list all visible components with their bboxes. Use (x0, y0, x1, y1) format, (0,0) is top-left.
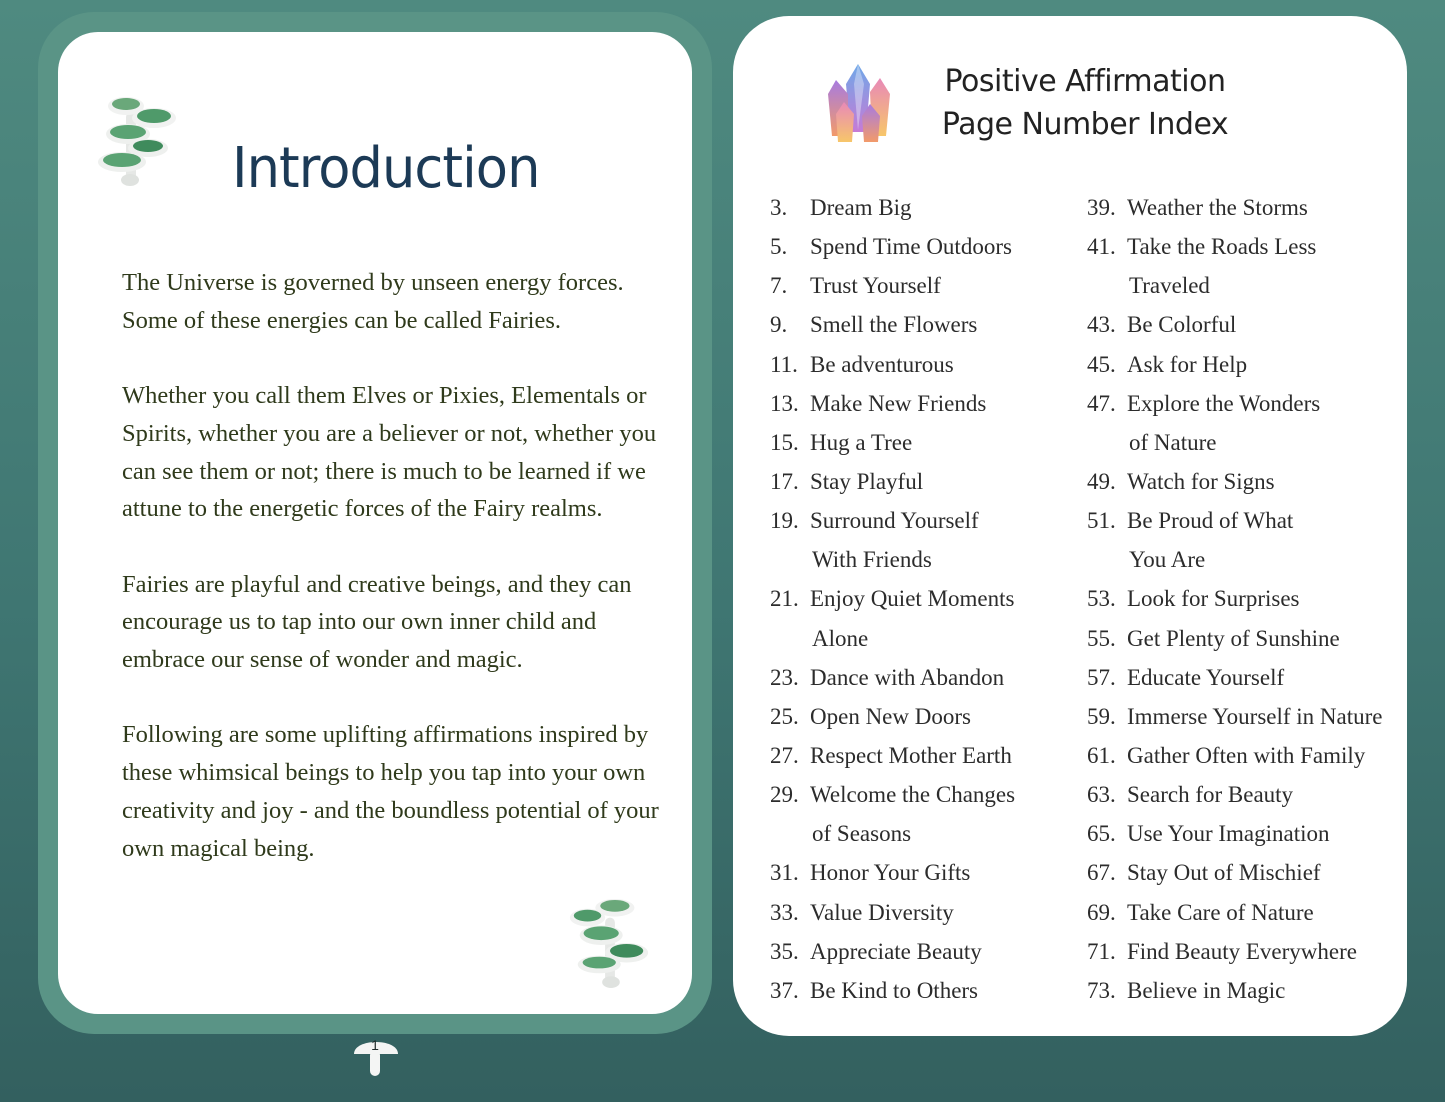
index-entry (770, 658, 1015, 697)
index-page-number: 69. (1087, 899, 1116, 925)
index-entry (1087, 619, 1383, 658)
index-entry (770, 462, 1015, 501)
index-page-number: 21. (770, 586, 799, 612)
index-page-number: 23. (770, 664, 799, 690)
index-page-number: 5. (770, 234, 788, 260)
index-page-number: 43. (1087, 312, 1116, 338)
index-entry (1087, 775, 1383, 814)
index-page-number: 53. (1087, 586, 1116, 612)
index-entry (1087, 658, 1383, 697)
index-entry (1087, 853, 1383, 892)
index-page-number: 65. (1087, 821, 1116, 847)
index-page-number: 47. (1087, 390, 1116, 416)
index-entry (1087, 462, 1383, 501)
index-entry-label: Surround Yourself (810, 508, 979, 534)
index-entry-label: Value Diversity (810, 899, 954, 925)
index-page-number: 7. (770, 273, 788, 299)
index-page-number: 25. (770, 703, 799, 729)
index-page-number: 3. (770, 195, 788, 220)
index-entry-label: Stay Playful (810, 468, 924, 494)
index-page-number: 15. (770, 429, 799, 455)
index-entry-label: Educate Yourself (1127, 664, 1285, 690)
crystal-cluster-icon (820, 62, 896, 146)
intro-paragraph: The Universe is governed by unseen energy forces. Some of these energies can be called Fairies. (122, 269, 624, 334)
index-entry (1087, 305, 1383, 344)
index-entry (770, 345, 1015, 384)
index-title-line: Page Number Index (941, 107, 1229, 142)
index-entry-label: Gather Often with Family (1127, 742, 1366, 768)
index-entry-label: Dream Big (810, 195, 912, 220)
index-entry (1087, 579, 1383, 618)
index-page-number: 31. (770, 860, 799, 886)
intro-paragraph: Fairies are playful and creative beings, and they can encourage us to tap into our own inner child and embrace our sense of wonder and magic. (122, 570, 632, 673)
index-left-column (770, 188, 1015, 1010)
index-entry (770, 188, 1015, 227)
index-entry-label: Look for Surprises (1127, 586, 1300, 612)
index-entry-label: Immerse Yourself in Nature (1127, 703, 1383, 729)
index-entry (770, 932, 1015, 971)
index-entry-label: Traveled (1129, 273, 1210, 299)
index-page-number: 57. (1087, 664, 1116, 690)
index-entry-label: Be Proud of What (1127, 508, 1294, 534)
index-entry-label: Honor Your Gifts (810, 860, 971, 886)
index-entry-label: Enjoy Quiet Moments (810, 586, 1015, 612)
index-entry (770, 305, 1015, 344)
index-entry-label: Get Plenty of Sunshine (1127, 625, 1340, 651)
index-entry-label: Trust Yourself (810, 273, 941, 299)
index-page-number: 71. (1087, 938, 1116, 964)
index-page-number: 11. (770, 351, 798, 377)
index-page-number: 67. (1087, 860, 1116, 886)
index-page-number: 73. (1087, 977, 1116, 1003)
index-page-number: 41. (1087, 234, 1116, 260)
index-entry (1087, 932, 1383, 971)
index-entry-label: Make New Friends (810, 390, 987, 416)
index-entry (1087, 266, 1383, 305)
index-entry-label: Ask for Help (1127, 351, 1248, 377)
index-entry-label: Hug a Tree (810, 429, 913, 455)
index-entry-label: Search for Beauty (1127, 782, 1294, 808)
index-entry (1087, 814, 1383, 853)
index-page-number (1087, 423, 1129, 462)
index-title-line: Positive Affirmation (944, 64, 1226, 99)
index-entry (770, 423, 1015, 462)
page-title: Introduction (232, 136, 540, 201)
intro-paragraph: Whether you call them Elves or Pixies, Elementals or Spirits, whether you are a believer or not, whether you can see them or not; there is much to be learned if we attune to the energetic forces of the Fairy realms. (122, 382, 657, 523)
index-entry-label: Dance with Abandon (810, 664, 1005, 690)
index-entry (770, 619, 1015, 658)
index-entry (1087, 423, 1383, 462)
index-entry-label: Spend Time Outdoors (810, 234, 1012, 260)
index-entry-label: Believe in Magic (1127, 977, 1286, 1003)
index-entry (1087, 501, 1383, 540)
index-entry (1087, 736, 1383, 775)
index-page-number: 55. (1087, 625, 1116, 651)
index-page-number: 17. (770, 468, 799, 494)
index-page-number (1087, 540, 1129, 579)
index-entry-label: With Friends (812, 547, 932, 573)
index-page-number: 45. (1087, 351, 1116, 377)
index-entry-label: of Nature (1129, 429, 1217, 455)
index-page-number: 9. (770, 312, 788, 338)
index-entry (770, 579, 1015, 618)
index-entry (770, 266, 1015, 305)
index-page-number: 13. (770, 390, 799, 416)
index-entry-label: Be adventurous (810, 351, 954, 377)
index-page-number: 59. (1087, 703, 1116, 729)
index-entry (770, 853, 1015, 892)
index-page-number (770, 814, 812, 853)
index-page-number: 61. (1087, 742, 1116, 768)
index-page-number: 51. (1087, 508, 1116, 534)
index-entry (770, 814, 1015, 853)
index-entry-label: You Are (1129, 547, 1206, 573)
index-entry (770, 893, 1015, 932)
index-entry (1087, 697, 1383, 736)
index-entry-label: Take Care of Nature (1127, 899, 1314, 925)
index-entry (770, 227, 1015, 266)
index-page-number: 27. (770, 742, 799, 768)
index-page-number (770, 619, 812, 658)
index-entry (770, 736, 1015, 775)
index-entry-label: Weather the Storms (1127, 195, 1308, 220)
index-entry-label: Take the Roads Less (1127, 234, 1317, 260)
index-page-number (770, 540, 812, 579)
index-entry-label: Watch for Signs (1127, 468, 1275, 494)
index-entry (770, 971, 1015, 1010)
index-entry-label: Be Kind to Others (810, 977, 979, 1003)
index-right-column (1087, 188, 1383, 1010)
index-entry-label: of Seasons (812, 821, 912, 847)
index-entry (770, 697, 1015, 736)
index-page-number: 37. (770, 977, 799, 1003)
index-entry-label: Welcome the Changes (810, 782, 1016, 808)
index-entry (1087, 345, 1383, 384)
index-entry (770, 501, 1015, 540)
index-entry (1087, 540, 1383, 579)
index-entry-label: Open New Doors (810, 703, 971, 729)
index-page-number: 33. (770, 899, 799, 925)
mushroom-cluster-icon (92, 92, 182, 188)
page-number: 1 (371, 1037, 379, 1053)
index-entry-label: Be Colorful (1127, 312, 1237, 338)
index-entry (770, 540, 1015, 579)
index-page-number (1087, 266, 1129, 305)
index-entry-label: Find Beauty Everywhere (1127, 938, 1357, 964)
intro-paragraph: Following are some uplifting affirmations inspired by these whimsical beings to help you tap into your own creativity and joy - and the boundless potential of your own magical being. (122, 721, 659, 862)
index-entry-label: Smell the Flowers (810, 312, 978, 338)
index-entry-label: Respect Mother Earth (810, 742, 1012, 768)
mushroom-cluster-icon (566, 895, 654, 991)
index-page-number: 49. (1087, 468, 1116, 494)
index-entry (770, 775, 1015, 814)
index-page-number: 29. (770, 782, 799, 808)
index-page-number: 39. (1087, 195, 1116, 220)
index-page-number: 19. (770, 508, 799, 534)
index-title (930, 60, 1240, 146)
index-entry-label: Alone (812, 625, 869, 651)
introduction-body (122, 264, 667, 905)
index-entry-label: Use Your Imagination (1127, 821, 1330, 847)
index-entry (1087, 893, 1383, 932)
index-entry (770, 384, 1015, 423)
index-entry (1087, 188, 1383, 227)
index-entry-label: Appreciate Beauty (810, 938, 982, 964)
index-entry (1087, 971, 1383, 1010)
index-entry-label: Explore the Wonders (1127, 390, 1321, 416)
index-entry-label: Stay Out of Mischief (1127, 860, 1321, 886)
index-entry (1087, 384, 1383, 423)
index-page-number: 63. (1087, 782, 1116, 808)
index-entry (1087, 227, 1383, 266)
index-page-number: 35. (770, 938, 799, 964)
